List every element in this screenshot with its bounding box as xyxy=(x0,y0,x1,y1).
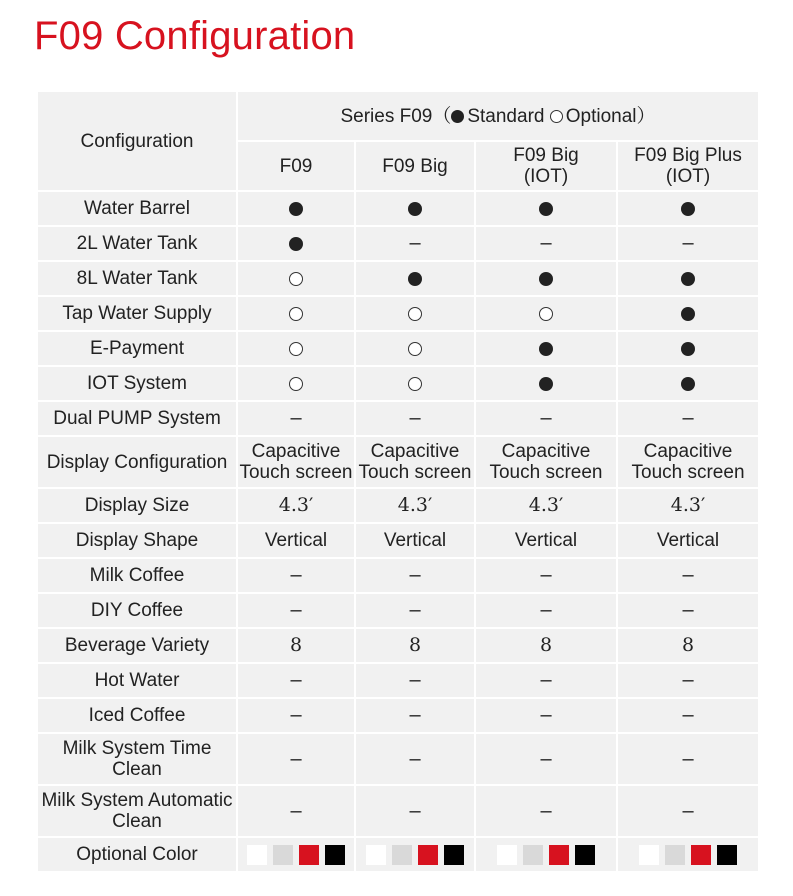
row-label-tap-water-supply: Tap Water Supply xyxy=(37,296,237,331)
color-swatch xyxy=(325,845,345,865)
cell-status xyxy=(355,698,475,733)
cell-text: Vertical xyxy=(617,523,759,558)
optional-circle-icon xyxy=(289,377,303,391)
cell-status xyxy=(475,785,617,837)
row-label-display-shape: Display Shape xyxy=(37,523,237,558)
not-available-dash: – xyxy=(682,564,694,586)
cell-status xyxy=(355,331,475,366)
not-available-dash: – xyxy=(540,599,552,621)
table-row xyxy=(37,488,759,523)
color-swatch xyxy=(523,845,543,865)
row-label-milk-system-time-clean: Milk System Time Clean xyxy=(37,733,237,785)
table-row xyxy=(37,436,759,488)
color-swatches xyxy=(355,837,475,872)
not-available-dash: – xyxy=(409,599,421,621)
standard-dot-icon xyxy=(681,377,695,391)
color-swatch xyxy=(549,845,569,865)
standard-dot-icon xyxy=(681,272,695,286)
not-available-dash: – xyxy=(540,232,552,254)
not-available-dash: – xyxy=(409,799,421,822)
cell-status xyxy=(237,226,355,261)
color-swatch xyxy=(497,845,517,865)
cell-text: Capacitive Touch screen xyxy=(355,436,475,488)
configuration-table xyxy=(36,90,760,873)
optional-circle-icon xyxy=(289,272,303,286)
not-available-dash: – xyxy=(540,747,552,770)
optional-circle-icon xyxy=(539,307,553,321)
color-swatch xyxy=(665,845,685,865)
optional-circle-icon xyxy=(408,377,422,391)
not-available-dash: – xyxy=(682,232,694,254)
cell-number: 8 xyxy=(237,628,355,663)
color-swatch xyxy=(639,845,659,865)
cell-status xyxy=(475,296,617,331)
standard-dot-icon xyxy=(539,342,553,356)
page-title: F09 Configuration xyxy=(34,14,356,58)
cell-status xyxy=(237,733,355,785)
cell-status xyxy=(237,261,355,296)
cell-status xyxy=(475,366,617,401)
cell-status xyxy=(617,401,759,436)
cell-status xyxy=(617,331,759,366)
color-swatch xyxy=(247,845,267,865)
table-row xyxy=(37,628,759,663)
color-swatch xyxy=(299,845,319,865)
cell-status xyxy=(617,593,759,628)
color-swatch xyxy=(575,845,595,865)
table-row xyxy=(37,523,759,558)
table-row xyxy=(37,733,759,785)
row-label-display-size: Display Size xyxy=(37,488,237,523)
cell-number: 4.3′ xyxy=(617,488,759,523)
not-available-dash: – xyxy=(540,407,552,429)
standard-dot-icon xyxy=(681,342,695,356)
standard-label: Standard xyxy=(467,105,545,127)
cell-status xyxy=(617,663,759,698)
cell-status xyxy=(355,366,475,401)
cell-text: Capacitive Touch screen xyxy=(475,436,617,488)
table-row xyxy=(37,785,759,837)
standard-dot-icon xyxy=(539,377,553,391)
not-available-dash: – xyxy=(682,407,694,429)
cell-status xyxy=(617,785,759,837)
cell-status xyxy=(355,663,475,698)
color-swatch xyxy=(273,845,293,865)
not-available-dash: – xyxy=(682,799,694,822)
optional-circle-icon xyxy=(408,307,422,321)
cell-status xyxy=(475,331,617,366)
cell-status xyxy=(237,191,355,226)
color-swatch xyxy=(691,845,711,865)
table-row xyxy=(37,663,759,698)
configuration-header: Configuration xyxy=(37,91,237,191)
table-row xyxy=(37,593,759,628)
cell-status xyxy=(237,663,355,698)
model-header-f09-big-iot: F09 Big (IOT) xyxy=(475,141,617,191)
color-swatches xyxy=(475,837,617,872)
row-label-8l-water-tank: 8L Water Tank xyxy=(37,261,237,296)
standard-dot-icon xyxy=(408,202,422,216)
cell-status xyxy=(617,366,759,401)
optional-label: Optional xyxy=(565,105,637,127)
cell-status xyxy=(475,593,617,628)
row-label-hot-water: Hot Water xyxy=(37,663,237,698)
not-available-dash: – xyxy=(540,704,552,726)
cell-status xyxy=(355,785,475,837)
standard-dot-icon xyxy=(408,272,422,286)
cell-number: 8 xyxy=(617,628,759,663)
not-available-dash: – xyxy=(409,747,421,770)
not-available-dash: – xyxy=(409,704,421,726)
row-label-e-payment: E-Payment xyxy=(37,331,237,366)
table-row xyxy=(37,191,759,226)
not-available-dash: – xyxy=(540,799,552,822)
table-row xyxy=(37,296,759,331)
cell-status xyxy=(475,733,617,785)
cell-number: 4.3′ xyxy=(355,488,475,523)
not-available-dash: – xyxy=(682,669,694,691)
cell-status xyxy=(355,226,475,261)
cell-status xyxy=(237,331,355,366)
not-available-dash: – xyxy=(290,599,302,621)
cell-status xyxy=(355,261,475,296)
row-label-milk-coffee: Milk Coffee xyxy=(37,558,237,593)
cell-status xyxy=(237,558,355,593)
cell-number: 8 xyxy=(475,628,617,663)
cell-number: 4.3′ xyxy=(237,488,355,523)
cell-text: Capacitive Touch screen xyxy=(617,436,759,488)
standard-dot-icon xyxy=(289,237,303,251)
cell-number: 8 xyxy=(355,628,475,663)
optional-circle-icon xyxy=(408,342,422,356)
table-row xyxy=(37,261,759,296)
cell-text: Vertical xyxy=(475,523,617,558)
not-available-dash: – xyxy=(290,704,302,726)
cell-status xyxy=(237,785,355,837)
row-label-water-barrel: Water Barrel xyxy=(37,191,237,226)
standard-dot-icon xyxy=(681,202,695,216)
table-row xyxy=(37,837,759,872)
not-available-dash: – xyxy=(540,669,552,691)
cell-status xyxy=(355,558,475,593)
row-label-milk-system-automatic-clean: Milk System Automatic Clean xyxy=(37,785,237,837)
not-available-dash: – xyxy=(409,669,421,691)
cell-status xyxy=(617,191,759,226)
cell-number: 4.3′ xyxy=(475,488,617,523)
standard-dot-icon xyxy=(539,272,553,286)
cell-status xyxy=(617,698,759,733)
cell-status xyxy=(355,593,475,628)
cell-status xyxy=(237,593,355,628)
cell-status xyxy=(617,261,759,296)
not-available-dash: – xyxy=(409,407,421,429)
not-available-dash: – xyxy=(290,799,302,822)
row-label-2l-water-tank: 2L Water Tank xyxy=(37,226,237,261)
row-label-optional-color: Optional Color xyxy=(37,837,237,872)
cell-status xyxy=(237,698,355,733)
row-label-dual-pump-system: Dual PUMP System xyxy=(37,401,237,436)
cell-text: Vertical xyxy=(355,523,475,558)
standard-dot-icon xyxy=(451,110,464,123)
cell-status xyxy=(355,191,475,226)
not-available-dash: – xyxy=(409,232,421,254)
color-swatch xyxy=(717,845,737,865)
table-row xyxy=(37,558,759,593)
model-header-f09-big-plus-iot: F09 Big Plus (IOT) xyxy=(617,141,759,191)
not-available-dash: – xyxy=(682,747,694,770)
row-label-iced-coffee: Iced Coffee xyxy=(37,698,237,733)
cell-status xyxy=(237,296,355,331)
optional-circle-icon xyxy=(289,307,303,321)
not-available-dash: – xyxy=(290,407,302,429)
cell-status xyxy=(475,261,617,296)
cell-status xyxy=(355,733,475,785)
color-swatch xyxy=(366,845,386,865)
cell-status xyxy=(617,296,759,331)
cell-status xyxy=(617,558,759,593)
not-available-dash: – xyxy=(682,599,694,621)
series-header xyxy=(237,91,759,141)
row-label-diy-coffee: DIY Coffee xyxy=(37,593,237,628)
table-row xyxy=(37,401,759,436)
row-label-beverage-variety: Beverage Variety xyxy=(37,628,237,663)
not-available-dash: – xyxy=(540,564,552,586)
cell-status xyxy=(475,698,617,733)
cell-status xyxy=(475,401,617,436)
color-swatches xyxy=(237,837,355,872)
table-row xyxy=(37,331,759,366)
cell-status xyxy=(475,558,617,593)
cell-status xyxy=(475,226,617,261)
model-header-f09: F09 xyxy=(237,141,355,191)
row-label-iot-system: IOT System xyxy=(37,366,237,401)
cell-status xyxy=(237,366,355,401)
not-available-dash: – xyxy=(409,564,421,586)
not-available-dash: – xyxy=(290,564,302,586)
cell-status xyxy=(617,733,759,785)
cell-status xyxy=(617,226,759,261)
table-row xyxy=(37,226,759,261)
table-row xyxy=(37,698,759,733)
color-swatches xyxy=(617,837,759,872)
optional-circle-icon xyxy=(289,342,303,356)
standard-dot-icon xyxy=(681,307,695,321)
not-available-dash: – xyxy=(290,747,302,770)
cell-status xyxy=(355,401,475,436)
cell-text: Vertical xyxy=(237,523,355,558)
cell-text: Capacitive Touch screen xyxy=(237,436,355,488)
standard-dot-icon xyxy=(289,202,303,216)
cell-status xyxy=(237,401,355,436)
cell-status xyxy=(355,296,475,331)
not-available-dash: – xyxy=(682,704,694,726)
color-swatch xyxy=(392,845,412,865)
row-label-display-configuration: Display Configuration xyxy=(37,436,237,488)
not-available-dash: – xyxy=(290,669,302,691)
series-suffix: ） xyxy=(636,105,656,127)
cell-status xyxy=(475,663,617,698)
table-row xyxy=(37,366,759,401)
series-prefix: Series F09（ xyxy=(340,105,452,127)
cell-status xyxy=(475,191,617,226)
color-swatch xyxy=(444,845,464,865)
model-header-f09-big: F09 Big xyxy=(355,141,475,191)
optional-dot-icon xyxy=(550,110,563,123)
color-swatch xyxy=(418,845,438,865)
standard-dot-icon xyxy=(539,202,553,216)
